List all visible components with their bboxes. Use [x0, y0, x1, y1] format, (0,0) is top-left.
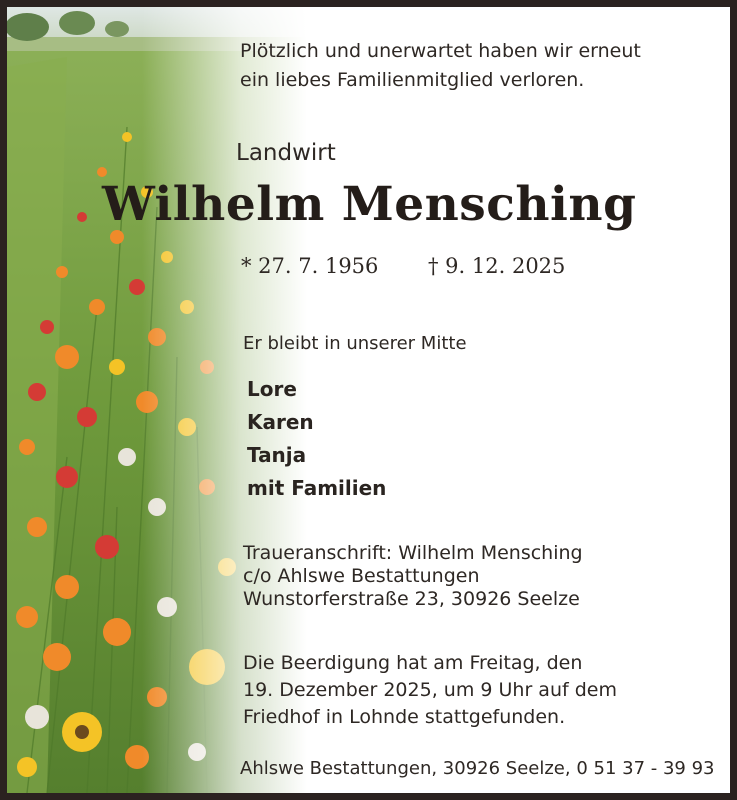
mourning-address — [243, 542, 583, 611]
survivor-name: Tanja — [247, 443, 307, 467]
deceased-occupation: Landwirt — [236, 140, 336, 166]
death-date: † 9. 12. 2025 — [428, 254, 566, 278]
intro-text — [240, 37, 641, 95]
intro-line: ein liebes Familienmitglied verloren. — [240, 69, 585, 91]
deceased-name: Wilhelm Mensching — [102, 177, 637, 232]
memorial-motto: Er bleibt in unserer Mitte — [243, 333, 467, 354]
address-line: Wunstorferstraße 23, 30926 Seelze — [243, 588, 580, 610]
funeral-line: Die Beerdigung hat am Freitag, den — [243, 652, 583, 674]
address-line: c/o Ahlswe Bestattungen — [243, 565, 480, 587]
funeral-home-footer: Ahlswe Bestattungen, 30926 Seelze, 0 51 37 - 39 93 — [240, 758, 715, 779]
survivor-name: Lore — [247, 377, 297, 401]
funeral-line: Friedhof in Lohnde stattgefunden. — [243, 706, 566, 728]
survivor-name: Karen — [247, 410, 314, 434]
address-line: Traueranschrift: Wilhelm Mensching — [243, 542, 583, 564]
funeral-line: 19. Dezember 2025, um 9 Uhr auf dem — [243, 679, 617, 701]
survivor-name: mit Familien — [247, 476, 387, 500]
survivors-list — [247, 373, 386, 505]
birth-date: * 27. 7. 1956 — [241, 254, 379, 278]
funeral-info — [243, 650, 617, 731]
intro-line: Plötzlich und unerwartet haben wir erneut — [240, 40, 641, 62]
